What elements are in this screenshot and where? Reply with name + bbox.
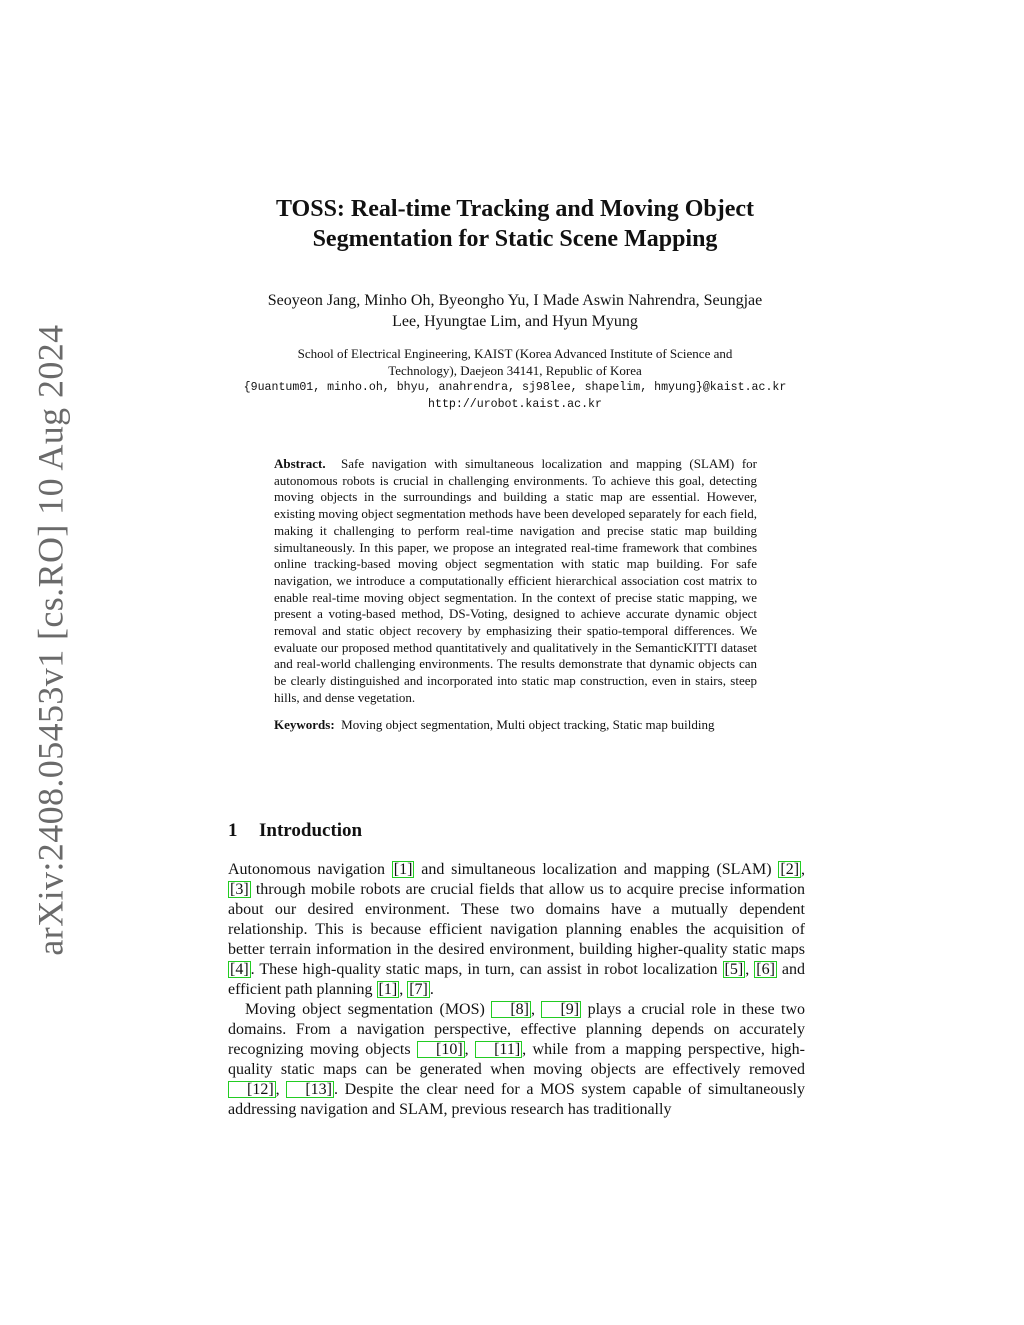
text-run: . These high-quality static maps, in turn, can assist in robot localization [250, 961, 723, 978]
citation-link[interactable]: [3] [230, 881, 249, 898]
section-number: 1 [228, 820, 238, 841]
citation-link[interactable]: [7] [409, 981, 428, 998]
citation-link[interactable]: [9] [541, 1001, 581, 1018]
citation-link[interactable]: [6] [756, 961, 775, 978]
citation-link[interactable]: [12] [228, 1081, 276, 1098]
arxiv-identifier-text: arXiv:2408.05453v1 [cs.RO] 10 Aug 2024 [31, 324, 71, 956]
text-run: . [429, 981, 434, 998]
introduction-body [228, 860, 805, 1120]
text-run: and efficient path planning [228, 961, 806, 998]
text-run: , [464, 1041, 476, 1058]
text-run: , while from a mapping perspective, high-quality static maps can be generated when moving objects are effectively removed [228, 1041, 806, 1078]
author-emails: {9uantum01, minho.oh, bhyu, anahrendra, sj98lee, shapelim, hmyung}@kaist.ac.kr [243, 381, 787, 394]
abstract-paragraph [274, 456, 757, 707]
text-run: plays a crucial role in these two domains. From a navigation perspective, effective planning depends on accurately recognizing moving objects [228, 1001, 806, 1058]
citation-link[interactable]: [13] [286, 1081, 334, 1098]
citation-link[interactable]: [5] [724, 961, 744, 978]
abstract [274, 456, 757, 733]
text-run: . Despite the clear need for a MOS system capable of simultaneously addressing navigation and SLAM, previous research has traditionally [228, 1081, 805, 1118]
abstract-label: Abstract. [274, 456, 326, 471]
citation-link[interactable]: [11] [475, 1041, 522, 1058]
author-list [210, 290, 820, 332]
affiliation-line-1: School of Electrical Engineering, KAIST (Korea Advanced Institute of Science and [297, 346, 733, 361]
citation-link[interactable]: [10] [417, 1041, 465, 1058]
text-run: Moving object segmentation (MOS) [245, 1001, 492, 1018]
section-heading [228, 820, 362, 842]
citation-link[interactable]: [8] [491, 1001, 531, 1018]
affiliation-line-2: Technology), Daejeon 34141, Republic of Korea [388, 363, 642, 378]
citation-link[interactable]: [1] [378, 981, 398, 998]
text-run: and simultaneous localization and mapping (SLAM) [414, 861, 779, 878]
keywords [274, 717, 757, 734]
text-run: , [530, 1001, 542, 1018]
intro-paragraph-1 [228, 860, 805, 1000]
paper-title [200, 194, 830, 254]
intro-paragraph-2 [228, 1000, 805, 1120]
affiliation-block [220, 345, 810, 413]
authors-line-1: Seoyeon Jang, Minho Oh, Byeongho Yu, I Made Aswin Nahrendra, Seungjae [267, 292, 763, 309]
citation-link[interactable]: [2] [780, 861, 800, 878]
arxiv-identifier [30, 324, 72, 956]
title-line-2: Segmentation for Static Scene Mapping [312, 226, 718, 252]
abstract-text: Safe navigation with simultaneous localization and mapping (SLAM) for autonomous robots is crucial in challenging environments. To achieve this goal, detecting moving objects in the surroundings and building a static map are essential. However, existing moving object segmentation methods have been developed separately for each field, making it challenging to perform real-time navigation and precise static map building simultaneously. In this paper, we propose an integrated real-time framework that combines online tracking-based moving object segmentation with static map building. For safe navigation, we introduce a computationally efficient hierarchical association cost matrix to enable real-time moving object segmentation. In the context of precise static mapping, we present a voting-based method, DS-Voting, designed to achieve accurate dynamic object removal and static object recovery by emphasizing their spatio-temporal differences. We evaluate our proposed method quantitatively and qualitatively in the SemanticKITTI dataset and real-world challenging environments. The results demonstrate that dynamic objects can be clearly distinguished and incorporated into static map construction, even in stairs, steep hills, and dense vegetation. [274, 456, 758, 705]
text-run: , [801, 861, 806, 878]
text-run: , [399, 981, 408, 998]
text-run: through mobile robots are crucial fields that allow us to acquire precise information about our desired environment. These two domains have a mutually dependent relationship. This is because efficient navigation planning enables the acquisition of better terrain information in the desired environment, building higher-quality static maps [228, 881, 805, 958]
title-line-1: TOSS: Real-time Tracking and Moving Object [275, 196, 754, 222]
citation-link[interactable]: [4] [230, 961, 249, 978]
keywords-label: Keywords: [274, 716, 335, 732]
keywords-text: Moving object segmentation, Multi object tracking, Static map building [341, 716, 715, 732]
authors-line-2: Lee, Hyungtae Lim, and Hyun Myung [392, 313, 638, 330]
text-run: Autonomous navigation [228, 861, 392, 878]
section-title: Introduction [259, 820, 363, 841]
text-run: , [745, 961, 755, 978]
lab-url[interactable]: http://urobot.kaist.ac.kr [428, 398, 602, 411]
citation-link[interactable]: [1] [393, 861, 413, 878]
text-run: , [275, 1081, 287, 1098]
